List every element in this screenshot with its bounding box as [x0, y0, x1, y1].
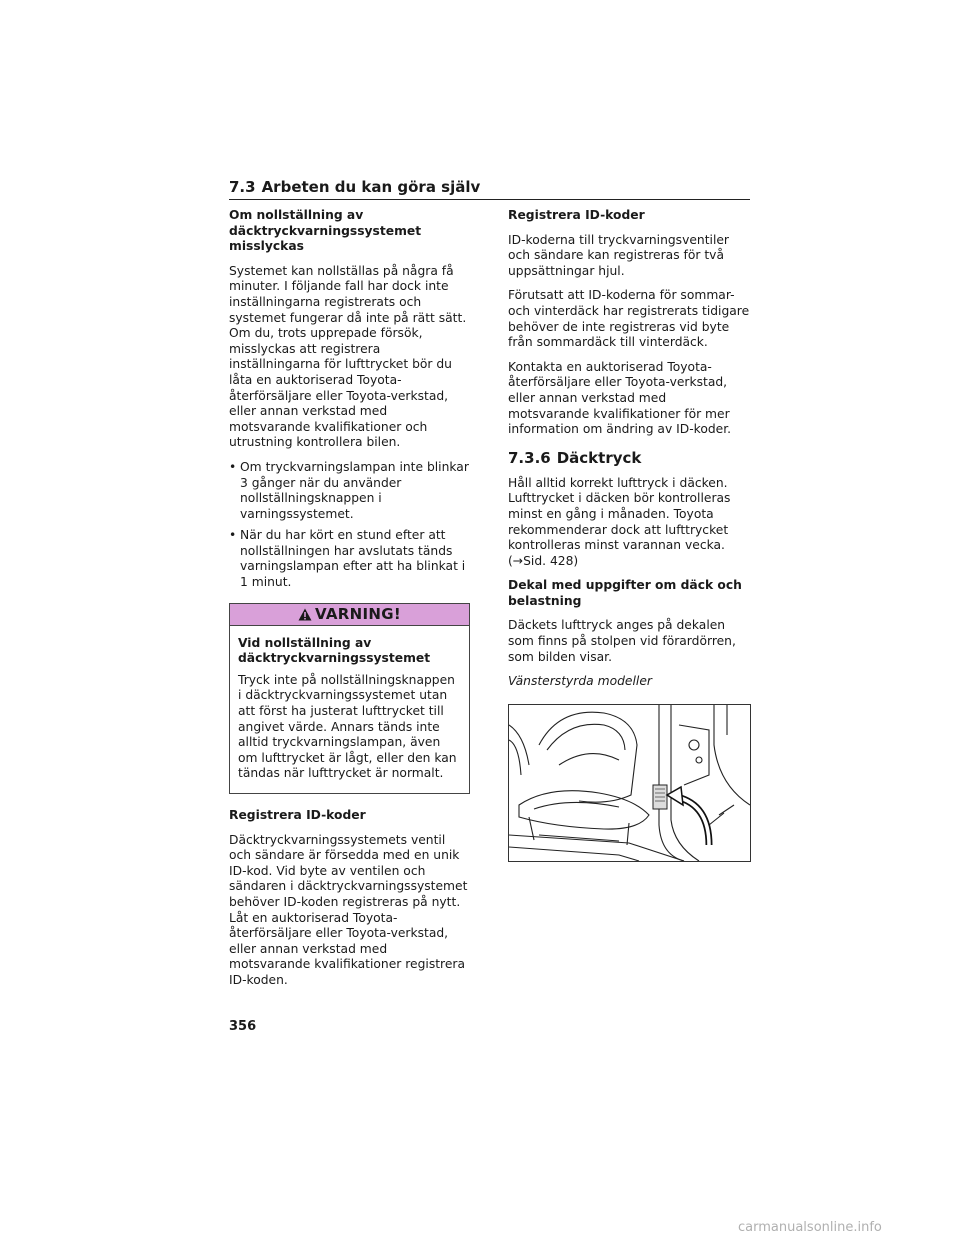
warning-text: Tryck inte på nollställningsknappen i däcktryckvarningssystemet utan att först ha justerat lufttrycket till angivet värde. Annars tänds inte alltid tryckvarningslampan, även om lufttrycket är lågt, eller den kan tändas när lufttrycket är normalt.	[238, 672, 457, 781]
section-number: 7.3.6	[508, 448, 551, 467]
car-seat-door-illustration	[509, 705, 750, 861]
list-item-text: Om tryckvarningslampan inte blinkar 3 gånger när du använder nollställningsknappen i varningssystemet.	[240, 459, 469, 521]
bullet-dot-icon: •	[229, 528, 237, 543]
list-item	[229, 528, 470, 590]
door-pillar-illustration	[508, 704, 751, 862]
heading-reset-failed: Om nollställning av däcktryckvarningssystemet misslyckas	[229, 208, 422, 254]
paragraph-summer-winter: Förutsatt att ID-koderna för sommar- och vinterdäck har registrerats tidigare behöver de inte registreras vid byte från sommardäck till vinterdäck.	[508, 288, 750, 350]
page-number: 356	[229, 1019, 257, 1034]
warning-triangle-icon	[298, 608, 312, 621]
warning-body	[230, 626, 469, 793]
warning-heading: Vid nollställning av däcktryckvarningssystemet	[238, 635, 431, 666]
section-header-number: 7.3	[229, 178, 256, 196]
warning-title-bar	[230, 604, 469, 626]
paragraph-reset-failed: Systemet kan nollställas på några få minuter. I följande fall har dock inte inställningarna registrerats och systemet fungerar då inte på rätt sätt. Om du, trots upprepade försök, misslyckas att registrera inställningarna för lufttrycket bör du låta en auktoriserad Toyota-återförsäljare eller Toyota-verkstad, eller annan verkstad med motsvarande kvalifikationer och utrustning kontrollera bilen.	[229, 263, 467, 450]
section-header	[229, 177, 750, 200]
section-title: Däcktryck	[556, 448, 642, 467]
warning-title: VARNING!	[315, 604, 401, 623]
bullet-dot-icon: •	[229, 459, 237, 474]
left-column	[229, 208, 470, 998]
paragraph-contact-dealer: Kontakta en auktoriserad Toyota-återförsäljare eller Toyota-verkstad, eller annan verkstad med motsvarande kvalifikationer för mer information om ändring av ID-koder.	[508, 359, 732, 437]
bullet-list	[229, 460, 470, 591]
section-header-title: Arbeten du kan göra själv	[261, 178, 481, 196]
heading-tire-label: Dekal med uppgifter om däck och belastning	[508, 578, 742, 608]
paragraph-id-sets: ID-koderna till tryckvarningsventiler och sändare kan registreras för två uppsättningar hjul.	[508, 232, 729, 278]
heading-register-id-codes: Registrera ID-koder	[508, 208, 645, 222]
right-column	[508, 208, 751, 862]
warning-box	[229, 603, 470, 794]
heading-register-id: Registrera ID-koder	[229, 808, 366, 822]
section-heading-tire-pressure	[508, 448, 751, 468]
list-item-text: När du har kört en stund efter att nollställningen har avslutats tänds varningslampan efter att ha blinkat i 1 minut.	[240, 528, 466, 590]
figure-caption: Vänsterstyrda modeller	[508, 674, 652, 689]
paragraph-tire-pressure: Håll alltid korrekt lufttryck i däcken. Lufttrycket i däcken bör kontrolleras minst en gång i månaden. Toyota rekommenderar dock att lufttrycket kontrolleras minst varannan vecka. (→Sid. 428)	[508, 475, 731, 568]
watermark: carmanualsonline.info	[738, 1220, 882, 1235]
paragraph-register-id: Däcktryckvarningssystemets ventil och sändare är försedda med en unik ID-kod. Vid byte av ventilen och sändaren i däcktryckvarningssystemet behöver ID-koden registreras på nytt. Låt en auktoriserad Toyota-återförsäljare eller Toyota-verkstad, eller annan verkstad med motsvarande kvalifikationer registrera ID-koden.	[229, 832, 468, 987]
paragraph-tire-label: Däckets lufttryck anges på dekalen som finns på stolpen vid förardörren, som bilden visar.	[508, 618, 736, 664]
list-item	[229, 460, 470, 522]
